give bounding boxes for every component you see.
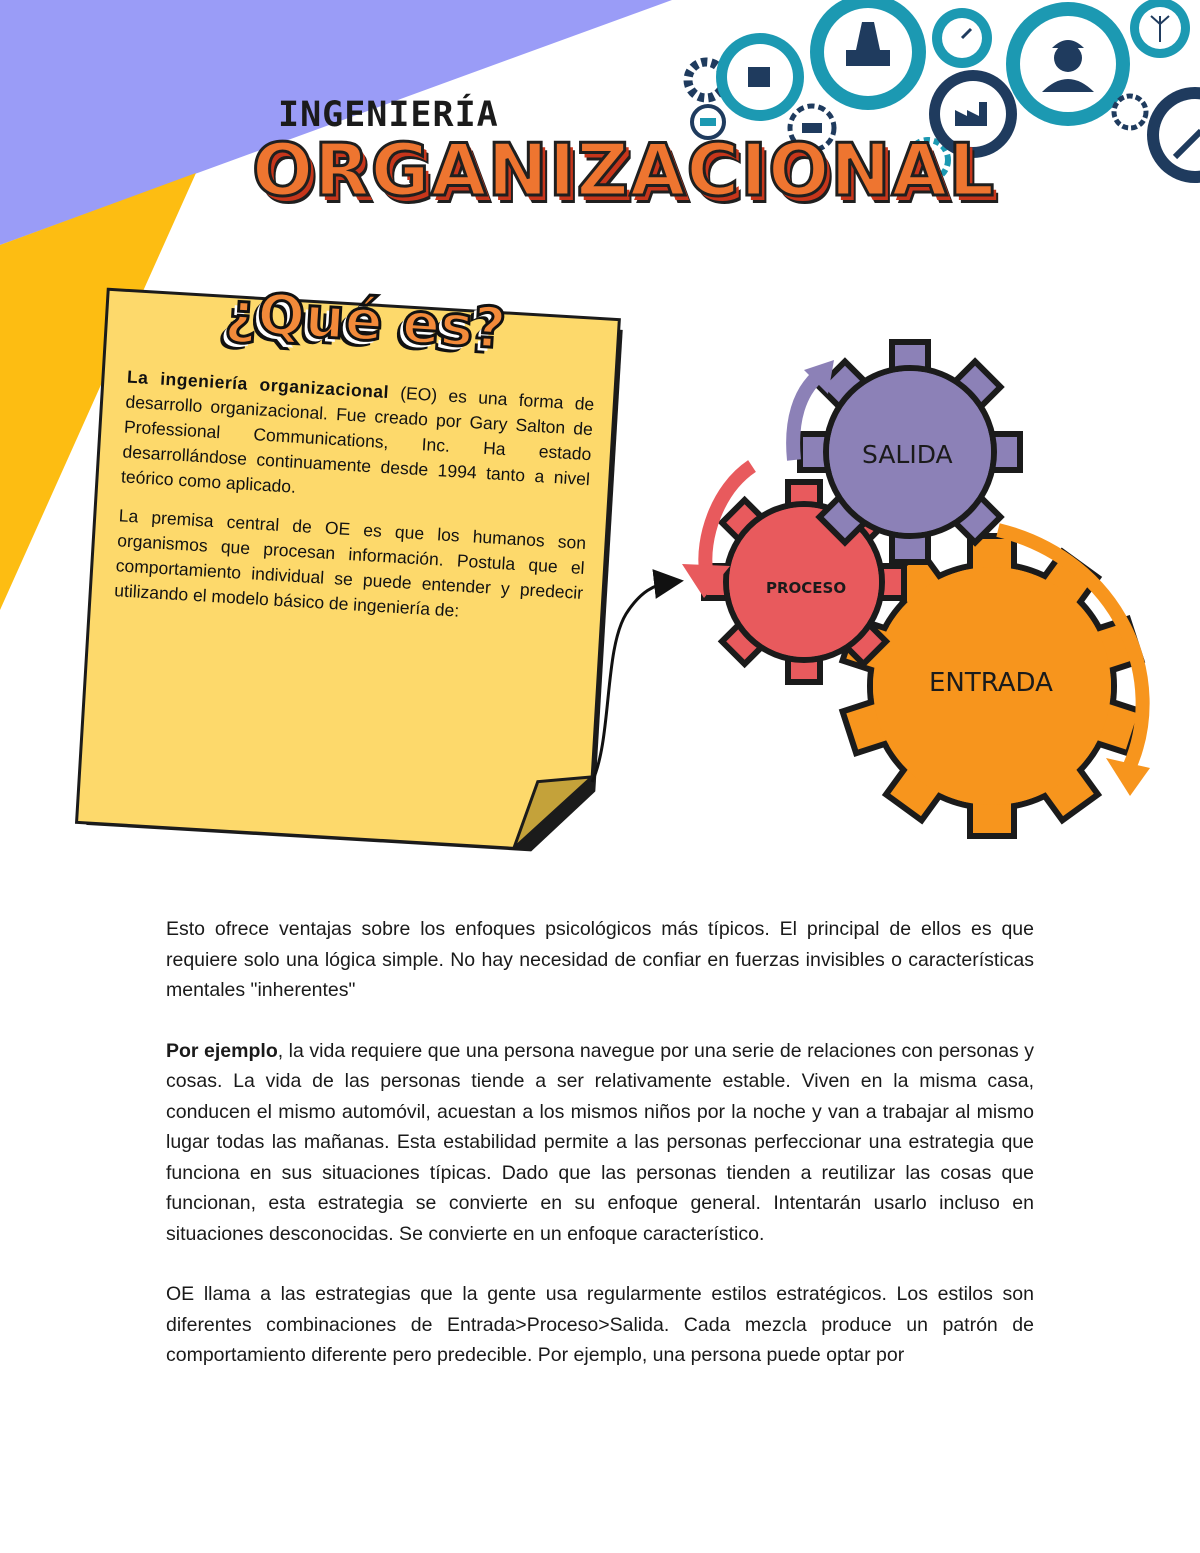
title-ingenieria: INGENIERÍA [278, 95, 499, 135]
body-paragraph-2 [166, 1036, 1034, 1250]
arrow-entrada-head [1106, 758, 1150, 796]
body-example-text: , la vida requiere que una persona navegue por una serie de relaciones con personas y cosas. La vida de las personas tiende a ser relativamente estable. Viven en la misma casa, conducen el mismo automóvil, acuestan a los mismos niños por la noche y van a trabajar al mismo lugar todas las mañanas. Esta estabilidad permite a las personas perfeccionar una estrategia que funciona en sus situaciones típicas. Dado que las personas tienden a reutilizar las cosas que funcionan, esta estrategia se convierte en su enfoque general. Intentarán usarlo incluso en situaciones desconocidas. Se convierte en un enfoque característico. [166, 1039, 1034, 1245]
note-definition: (EO) es una forma de desarrollo organizacional. Fue creado por Gary Salton de Professional Communications, Inc. Ha estado desarrollándose continuamente desde 1994 tanto a nivel teórico como aplicado. [120, 382, 595, 497]
label-entrada: ENTRADA [929, 668, 1053, 698]
note-heading: ¿Qué es? [223, 280, 508, 362]
body-paragraph-1: Esto ofrece ventajas sobre los enfoques psicológicos más típicos. El principal de ellos es que requiere solo una lógica simple. No hay necesidad de confiar en fuerzas invisibles o características mentales "inherentes" [166, 918, 1034, 1001]
note-paragraph-2: La premisa central de OE es que los humanos son organismos que procesan información. Postula que el comportamiento individual se puede entender y predecir utilizando el modelo básico de ingeniería de: [113, 505, 587, 621]
title-organizacional: ORGANIZACIONAL [252, 128, 996, 212]
label-proceso: PROCESO [766, 579, 847, 597]
body-text [166, 914, 1034, 1401]
body-example-lead: Por ejemplo [166, 1039, 278, 1062]
connector-arrow [592, 582, 672, 782]
note-term: La ingeniería organizacional [126, 366, 390, 403]
body-paragraph-3: OE llama a las estrategias que la gente usa regularmente estilos estratégicos. Los estilos son diferentes combinaciones de Entrada>Proceso>Salida. Cada mezcla produce un patrón de comportamiento diferente pero predecible. Por ejemplo, una persona puede optar por [166, 1283, 1034, 1366]
label-salida: SALIDA [862, 440, 953, 469]
